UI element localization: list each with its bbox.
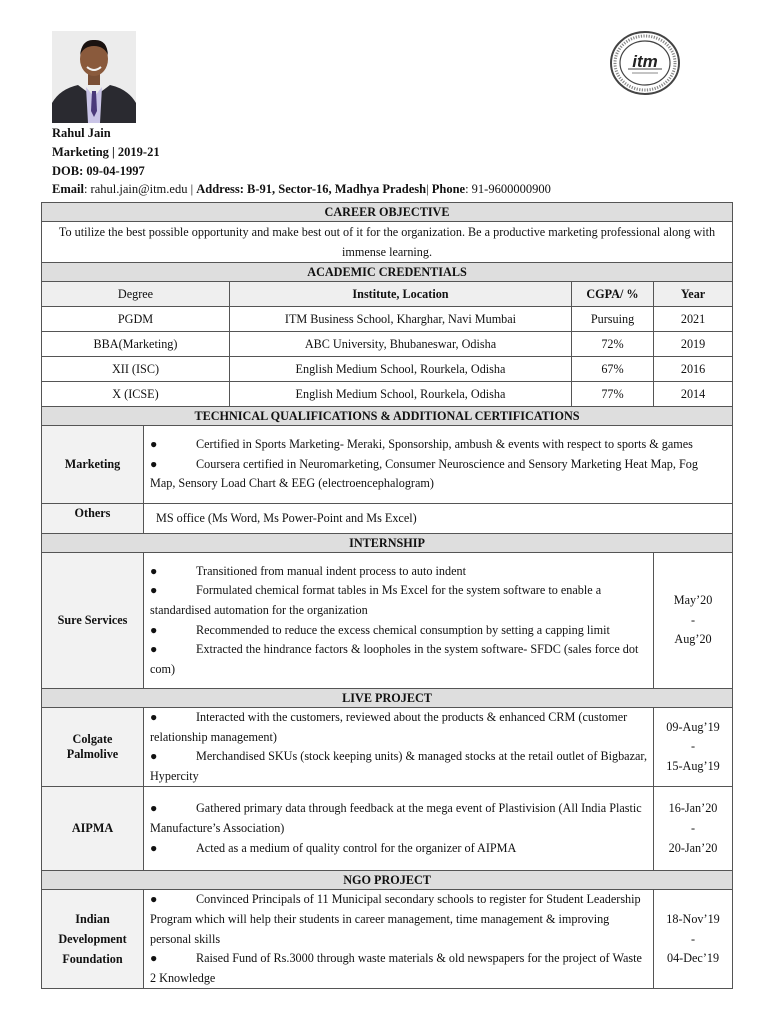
email-value: : rahul.jain@itm.edu: [83, 182, 188, 196]
table-row: [42, 307, 733, 332]
bullet-icon: ●: [150, 951, 158, 966]
bullet-icon: ●: [150, 456, 158, 471]
cgpa-cell: 67%: [572, 357, 654, 382]
list-item: ● Extracted the hindrance factors & loopholes in the system software- SFDC (sales force dot com): [150, 642, 639, 676]
bullet-icon: ●: [150, 622, 158, 637]
degree-cell: PGDM: [42, 307, 230, 332]
institute-cell: ITM Business School, Kharghar, Navi Mumbai: [230, 307, 572, 332]
col-year: Year: [654, 282, 733, 307]
project-dates: 09-Aug’19 - 15-Aug’19: [654, 708, 733, 787]
project-company: Colgate Palmolive: [42, 708, 144, 787]
candidate-name: Rahul Jain: [52, 126, 111, 140]
bullet-icon: ●: [150, 563, 158, 578]
list-item: ● Certified in Sports Marketing- Meraki, Sponsorship, ambush & events with respect to sports & games: [150, 435, 726, 455]
itm-seal-logo: [608, 29, 682, 97]
cgpa-cell: Pursuing: [572, 307, 654, 332]
internship-heading: INTERNSHIP: [42, 534, 733, 553]
bullet-icon: ●: [150, 892, 158, 907]
marketing-label: Marketing: [42, 426, 144, 504]
list-item: ● Recommended to reduce the excess chemical consumption by setting a capping limit: [150, 621, 647, 641]
institute-cell: English Medium School, Rourkela, Odisha: [230, 357, 572, 382]
project-list: [144, 787, 654, 871]
institute-cell: ABC University, Bhubaneswar, Odisha: [230, 332, 572, 357]
ngo-list: [144, 890, 654, 989]
year-cell: 2019: [654, 332, 733, 357]
cgpa-cell: 77%: [572, 382, 654, 407]
profile-header: [52, 124, 160, 181]
phone-value: : 91-9600000900: [465, 182, 551, 196]
col-cgpa: CGPA/ %: [572, 282, 654, 307]
bullet-icon: ●: [150, 710, 158, 724]
degree-cell: XII (ISC): [42, 357, 230, 382]
marketing-list: [144, 426, 733, 504]
ngo-company: Indian Development Foundation: [42, 890, 144, 989]
others-text: MS office (Ms Word, Ms Power-Point and Ms Excel): [144, 504, 733, 534]
list-item: ● Raised Fund of Rs.3000 through waste materials & old newspapers for the project of Waste 2 Knowledge: [150, 951, 642, 985]
address-label: Address: [196, 182, 240, 196]
internship-dates: May’20 - Aug’20: [654, 553, 733, 689]
list-item: ● Interacted with the customers, reviewed about the products & enhanced CRM (customer relationship management): [150, 710, 628, 744]
phone-label: Phone: [431, 182, 466, 196]
project-list: [144, 708, 654, 787]
project-dates: 16-Jan’20 - 20-Jan’20: [654, 787, 733, 871]
col-institute: Institute, Location: [230, 282, 572, 307]
list-item: ● Formulated chemical format tables in Ms Excel for the system software to enable a standardised automation for the organization: [150, 583, 602, 617]
project-company: AIPMA: [42, 787, 144, 871]
list-item: ● Coursera certified in Neuromarketing, Consumer Neuroscience and Sensory Marketing Heat Map, Fog Map, Sensory Load Chart & EEG (electroencephalogram): [150, 456, 698, 491]
list-item: ● Acted as a medium of quality control for the organizer of AIPMA: [150, 839, 647, 859]
list-item: ● Gathered primary data through feedback at the mega event of Plastivision (All India Plastic Manufacture’s Association): [150, 801, 642, 836]
profile-photo: [52, 31, 136, 123]
email-label: Email: [52, 182, 84, 196]
list-item: ● Merchandised SKUs (stock keeping units) & managed stocks at the retail outlet of Bigbazar, Hypercity: [150, 749, 648, 783]
bullet-icon: ●: [150, 642, 158, 657]
career-objective-heading: CAREER OBJECTIVE: [42, 203, 733, 222]
others-label: Others: [42, 504, 144, 534]
bullet-icon: ●: [150, 437, 158, 452]
year-cell: 2014: [654, 382, 733, 407]
list-item: ● Convinced Principals of 11 Municipal secondary schools to register for Student Leadership Program which will help their students in career management, time management & improving personal skills: [150, 892, 641, 946]
table-row: [42, 332, 733, 357]
career-objective-text: To utilize the best possible opportunity and make best out of it for the organization. Be a productive marketing professional along with immense learning.: [42, 222, 733, 263]
ngo-dates: 18-Nov’19 - 04-Dec’19: [654, 890, 733, 989]
institute-cell: English Medium School, Rourkela, Odisha: [230, 382, 572, 407]
technical-heading: TECHNICAL QUALIFICATIONS & ADDITIONAL CERTIFICATIONS: [42, 407, 733, 426]
internship-company: Sure Services: [42, 553, 144, 689]
bullet-icon: ●: [150, 801, 158, 816]
degree-cell: BBA(Marketing): [42, 332, 230, 357]
program-line: Marketing | 2019-21: [52, 145, 160, 159]
live-project-heading: LIVE PROJECT: [42, 689, 733, 708]
cgpa-cell: 72%: [572, 332, 654, 357]
col-degree: Degree: [42, 282, 230, 307]
ngo-project-heading: NGO PROJECT: [42, 871, 733, 890]
bullet-icon: ●: [150, 583, 158, 598]
logo-text: itm: [632, 52, 658, 71]
table-row: [42, 382, 733, 407]
internship-list: [144, 553, 654, 689]
contact-line: Email: rahul.jain@itm.edu | Address: B-91, Sector-16, Madhya Pradesh| Phone: 91-9600000900: [52, 182, 551, 196]
degree-cell: X (ICSE): [42, 382, 230, 407]
list-item: ● Transitioned from manual indent process to auto indent: [150, 562, 647, 582]
year-cell: 2021: [654, 307, 733, 332]
table-row: [42, 357, 733, 382]
bullet-icon: ●: [150, 749, 158, 764]
dob-line: DOB: 09-04-1997: [52, 164, 145, 178]
address-value: : B-91, Sector-16, Madhya Pradesh: [239, 182, 427, 196]
bullet-icon: ●: [150, 840, 158, 855]
resume-table: [41, 202, 733, 989]
academic-heading: ACADEMIC CREDENTIALS: [42, 263, 733, 282]
year-cell: 2016: [654, 357, 733, 382]
